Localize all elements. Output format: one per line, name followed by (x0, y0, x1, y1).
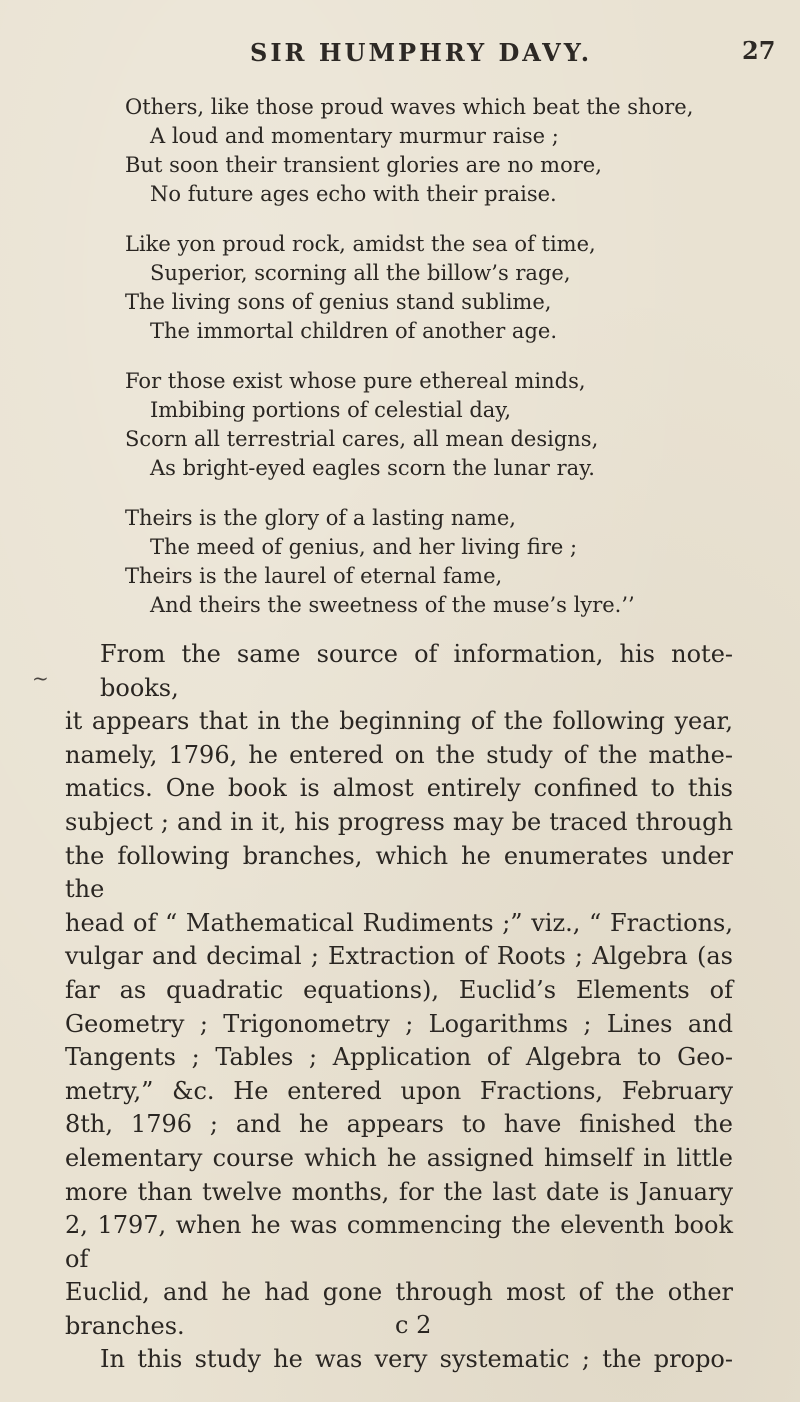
prose-line: metry,” &c. He entered upon Fractions, February (65, 1076, 733, 1105)
paragraph (65, 638, 733, 1343)
prose-line: elementary course which he assigned himself in little (65, 1143, 733, 1172)
poem-line: And theirs the sweetness of the muse’s lyre.’’ (150, 593, 635, 617)
marginal-mark: ~ (32, 666, 49, 690)
prose-line: branches. (65, 1311, 185, 1340)
poem-line: Theirs is the glory of a lasting name, (125, 506, 516, 530)
prose-line: subject ; and in it, his progress may be traced through (65, 807, 733, 836)
prose-line: 2, 1797, when he was commencing the eleventh book of (65, 1211, 733, 1273)
prose-line: more than twelve months, for the last date is January (65, 1177, 733, 1206)
running-head: SIR HUMPHRY DAVY. (250, 38, 593, 67)
prose-line: matics. One book is almost entirely confined to this (65, 774, 733, 803)
poem-line: The meed of genius, and her living fire ; (150, 535, 578, 559)
poem-stanza (125, 93, 745, 209)
poem-stanza (125, 504, 745, 620)
prose-line: the following branches, which he enumerates under the (65, 841, 733, 904)
poem-line: Scorn all terrestrial cares, all mean designs, (125, 427, 599, 451)
poem-line: As bright-eyed eagles scorn the lunar ray. (150, 456, 595, 480)
prose-line: Tangents ; Tables ; Application of Algebra to Geo- (65, 1043, 733, 1072)
signature-mark: c 2 (395, 1311, 432, 1339)
poem-line: Like yon proud rock, amidst the sea of time, (125, 232, 596, 256)
poem-line: Imbibing portions of celestial day, (150, 398, 512, 422)
poem-line: The living sons of genius stand sublime, (125, 290, 552, 314)
prose-line: Geometry ; Trigonometry ; Logarithms ; Lines and (65, 1009, 733, 1038)
poem-line: Others, like those proud waves which beat the shore, (125, 95, 694, 119)
page-number: 27 (742, 36, 776, 65)
prose-body (65, 638, 733, 1377)
poem-stanza (125, 230, 745, 346)
poem-line: The immortal children of another age. (150, 319, 557, 343)
prose-line: far as quadratic equations), Euclid’s Elements of (65, 975, 733, 1004)
prose-line: 8th, 1796 ; and he appears to have finished the (65, 1110, 733, 1139)
prose-line: vulgar and decimal ; Extraction of Roots ; Algebra (as (65, 942, 733, 971)
poem-line: A loud and momentary murmur raise ; (150, 124, 559, 148)
poem-line: Superior, scorning all the billow’s rage, (150, 261, 571, 285)
poem-line: Theirs is the laurel of eternal fame, (125, 564, 503, 588)
poem-line: But soon their transient glories are no more, (125, 153, 602, 177)
prose-line: it appears that in the beginning of the following year, (65, 707, 733, 736)
prose-line: head of “ Mathematical Rudiments ;” viz., “ Fractions, (65, 908, 733, 937)
prose-line: From the same source of information, his note-books, (100, 640, 733, 702)
poem (125, 93, 745, 641)
prose-line: namely, 1796, he entered on the study of the mathe- (65, 740, 733, 769)
poem-line: No future ages echo with their praise. (150, 182, 557, 206)
paragraph (65, 1343, 733, 1377)
poem-line: For those exist whose pure ethereal minds, (125, 369, 586, 393)
prose-line: Euclid, and he had gone through most of the other (65, 1278, 733, 1307)
prose-line: In this study he was very systematic ; the propo- (100, 1345, 733, 1374)
poem-stanza (125, 367, 745, 483)
